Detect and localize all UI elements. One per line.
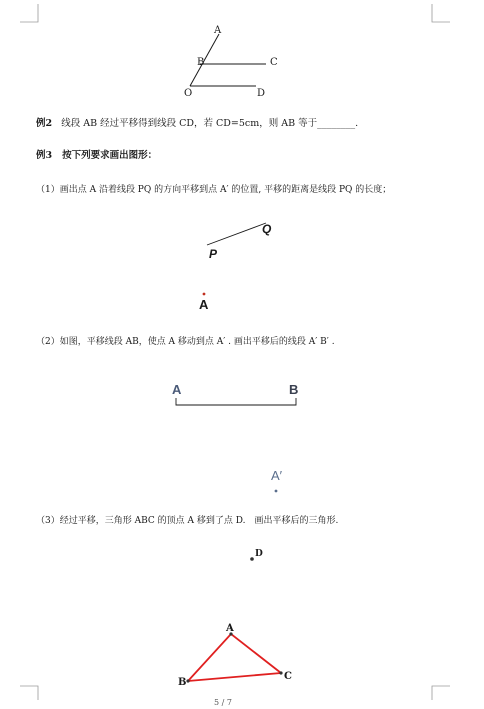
label-tri-b: B (178, 677, 187, 688)
label-b: B (197, 57, 205, 68)
question-2-text: （2）如图，平移线段 AB，使点 A 移动到点 A′ . 画出平移后的线段 A′ B′ . (36, 337, 335, 347)
label-a-prime: A′ (271, 468, 283, 483)
label-c: C (270, 57, 278, 68)
label-point-a: A (199, 297, 209, 312)
label-q: Q (262, 222, 272, 236)
page-number: 5 / 7 (214, 698, 232, 707)
example-2-tag: 例2 (36, 118, 53, 129)
triangle-abc (188, 634, 281, 681)
label-o: O (184, 88, 193, 99)
label-tri-a: A (226, 623, 234, 634)
question-3-text: （3）经过平移，三角形 ABC 的顶点 A 移到了点 D. 画出平移后的三角形. (36, 516, 339, 526)
example-3-title: 按下列要求画出图形： (62, 150, 158, 161)
example-2-text: 线段 AB 经过平移得到线段 CD，若 CD=5cm，则 AB 等于 (61, 118, 318, 129)
vertex-b (186, 679, 189, 682)
example-3-tag: 例3 (36, 150, 53, 161)
example-2-blank: ________ (317, 118, 356, 129)
label-d: D (257, 88, 266, 99)
label-seg-b: B (289, 382, 299, 397)
point-d (250, 557, 254, 561)
example-2-end: . (355, 118, 359, 129)
label-seg-a: A (172, 382, 182, 397)
question-1-text: （1）画出点 A 沿着线段 PQ 的方向平移到点 A′ 的位置, 平移的距离是线段 PQ 的长度； (36, 185, 392, 195)
label-a: A (214, 25, 222, 36)
label-d: D (255, 549, 263, 559)
label-tri-c: C (284, 671, 292, 682)
label-p: P (209, 247, 218, 261)
vertex-c (279, 671, 282, 674)
